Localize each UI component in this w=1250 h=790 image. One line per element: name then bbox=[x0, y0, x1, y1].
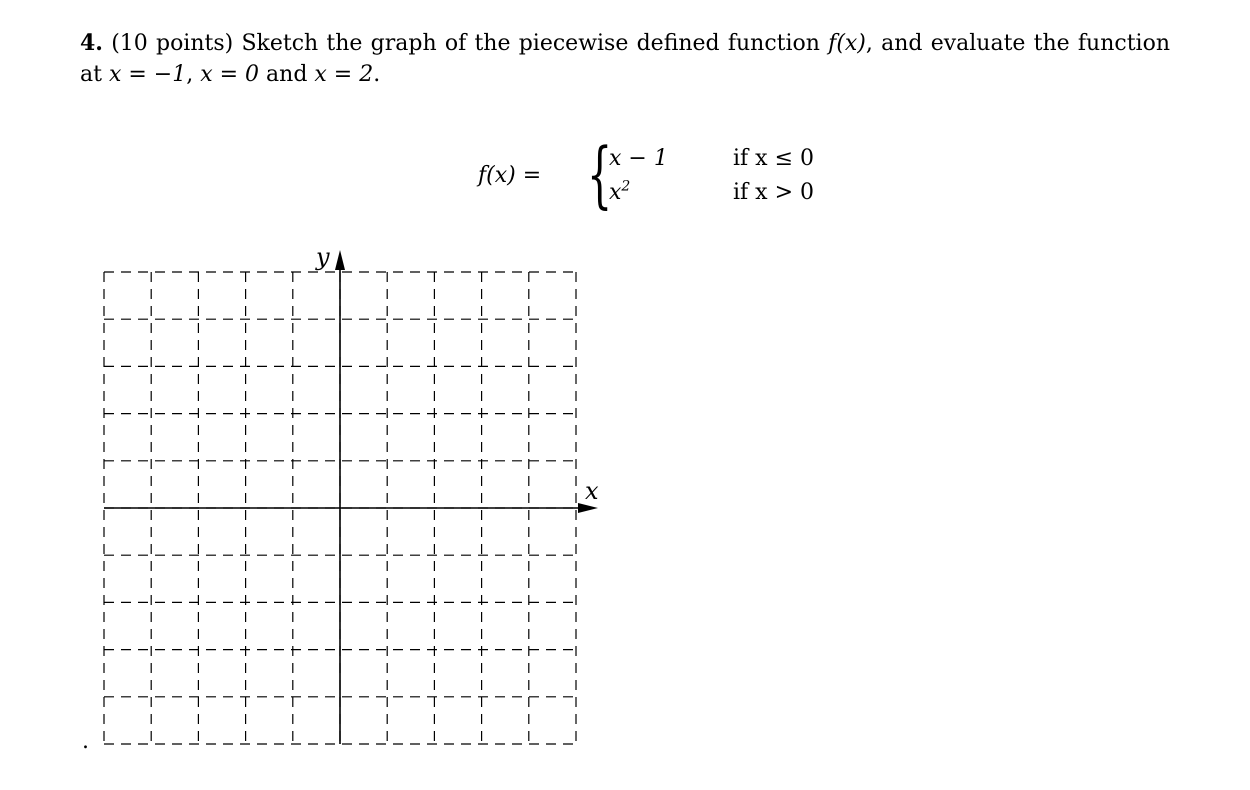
separator-2: and bbox=[259, 62, 315, 87]
y-axis-arrow-icon bbox=[335, 250, 345, 270]
eval-point-2: x = 0 bbox=[200, 62, 260, 87]
problem-text-1: (10 points) Sketch the graph of the piecewise defined function bbox=[102, 31, 829, 56]
x-axis-label: x bbox=[585, 477, 599, 505]
function-name: f(x) bbox=[828, 31, 866, 56]
y-axis-label: y bbox=[316, 243, 330, 271]
sentence-end: . bbox=[373, 62, 381, 87]
problem-text-2: , and evaluate the function at bbox=[80, 31, 1170, 87]
case-1-expression: x − 1 bbox=[609, 146, 668, 171]
eval-point-3: x = 2 bbox=[314, 62, 374, 87]
problem-number: 4. bbox=[80, 30, 103, 56]
axes bbox=[104, 250, 598, 744]
separator-1: , bbox=[186, 62, 201, 87]
case-1-condition: if x ≤ 0 bbox=[733, 146, 814, 171]
case-2-base: x bbox=[609, 180, 622, 205]
leading-dot: . bbox=[82, 729, 89, 754]
case-2-condition: if x > 0 bbox=[733, 180, 814, 205]
case-2-exponent: 2 bbox=[621, 178, 631, 195]
eval-point-1: x = −1 bbox=[108, 62, 187, 87]
formula-lhs: f(x) = bbox=[478, 163, 542, 188]
brace-symbol: { bbox=[587, 132, 613, 216]
